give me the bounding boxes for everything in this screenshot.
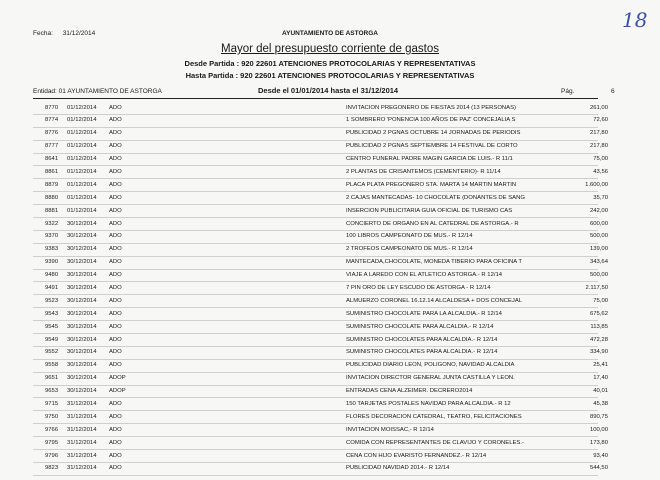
entry-description: VIAJE A LAREDO CON EL ATLETICO ASTORGA.- R 12/14: [346, 272, 503, 279]
desde-partida: Desde Partida : 920 22601 ATENCIONES PROTOCOLARIAS Y REPRESENTATIVAS: [184, 59, 476, 68]
entry-number: 8774: [45, 117, 59, 124]
entry-date: 30/12/2014: [67, 272, 97, 279]
entry-amount: 600,00: [589, 220, 608, 227]
entry-type: ADO: [109, 413, 122, 420]
table-row: [33, 360, 608, 373]
entry-amount: 1.600,00: [585, 181, 608, 188]
entry-date: 01/12/2014: [67, 207, 97, 214]
entry-amount: 113,85: [590, 323, 608, 330]
table-row: [33, 218, 608, 231]
entry-description: ENTRADAS CENA ALZEIMER. DECRERO2014: [346, 388, 473, 395]
entry-amount: 334,90: [589, 349, 608, 356]
entry-date: 30/12/2014: [67, 349, 97, 356]
entry-description: CENA CON HIJO EVARISTO FERNANDEZ.- R 12/14: [346, 452, 487, 459]
entry-number: 9523: [45, 297, 59, 304]
entry-amount: 217,80: [589, 143, 608, 150]
table-row: [33, 347, 608, 360]
entry-type: ADO: [109, 465, 122, 472]
entry-description: INVITACION MOISSAC,- R 12/14: [346, 426, 434, 433]
table-row: [33, 141, 608, 154]
entry-type: ADOP: [109, 388, 126, 395]
entry-date: 01/12/2014: [67, 168, 97, 175]
entry-date: 30/12/2014: [67, 259, 97, 266]
table-row: [33, 270, 608, 283]
period-range: Desde el 01/01/2014 hasta el 31/12/2014: [258, 86, 399, 95]
entry-number: 9653: [45, 388, 59, 395]
entry-amount: 45,38: [593, 400, 608, 407]
entry-type: ADO: [109, 284, 122, 291]
table-row: [33, 244, 608, 257]
entry-amount: 544,50: [589, 465, 608, 472]
entry-amount: 500,00: [589, 272, 608, 279]
table-row: [33, 321, 608, 334]
entry-amount: 17,40: [593, 375, 608, 382]
entry-number: 8861: [45, 168, 59, 175]
entry-type: ADO: [109, 426, 122, 433]
entry-description: SUMINISTRO CHOCOLATES PARA ALCALDIA.- R 12/14: [346, 336, 498, 343]
entry-date: 30/12/2014: [67, 323, 97, 330]
entry-date: 30/12/2014: [67, 336, 97, 343]
entry-amount: 100,00: [589, 426, 608, 433]
table-row: [33, 450, 608, 463]
entry-type: ADO: [109, 181, 122, 188]
report-title: Mayor del presupuesto corriente de gastos: [221, 43, 439, 55]
entry-amount: 675,62: [589, 310, 608, 317]
entry-number: 8770: [45, 104, 59, 111]
entry-date: 01/12/2014: [67, 104, 97, 111]
entry-amount: 35,70: [593, 194, 608, 201]
entry-type: ADO: [109, 194, 122, 201]
entry-description: SUMINISTRO CHOCOLATE PARA LA ALCALDIA.- R 12/14: [346, 310, 502, 317]
entry-amount: 261,00: [589, 104, 608, 111]
entry-number: 8776: [45, 130, 59, 137]
entry-description: COMIDA CON REPRESENTANTES DE CLAVIJO Y CORONELES.-: [346, 439, 524, 446]
entry-amount: 75,00: [593, 297, 608, 304]
entry-number: 9796: [45, 452, 59, 459]
entry-number: 9390: [45, 259, 59, 266]
entry-amount: 2.117,50: [585, 284, 608, 291]
entry-description: PUBLICIDAD 2 PGNAS OCTUBRE 14 JORNADAS DE PERIODIS: [346, 130, 521, 137]
entry-number: 9766: [45, 426, 59, 433]
entry-number: 9823: [45, 465, 59, 472]
entry-date: 01/12/2014: [67, 143, 97, 150]
entry-type: ADO: [109, 220, 122, 227]
entry-number: 9651: [45, 375, 59, 382]
entry-number: 9558: [45, 362, 59, 369]
entry-date: 01/12/2014: [67, 181, 97, 188]
entry-type: ADO: [109, 117, 122, 124]
entry-date: 30/12/2014: [67, 284, 97, 291]
entry-type: ADO: [109, 130, 122, 137]
entry-type: ADO: [109, 207, 122, 214]
date-label: Fecha:: [33, 30, 53, 37]
entry-description: PUBLICIDAD 2 PGNAS SEPTIEMBRE 14 FESTIVAL DE CORTO: [346, 143, 518, 150]
entry-date: 30/12/2014: [67, 220, 97, 227]
table-row: [33, 398, 608, 411]
entry-date: 01/12/2014: [67, 130, 97, 137]
table-row: [33, 192, 608, 205]
entry-description: 1 SOMBRERO 'PONENCIA 100 AÑOS DE PAZ' CONCEJALIA S: [346, 117, 516, 124]
table-row: [33, 411, 608, 424]
entity-header-bar: [33, 86, 615, 99]
table-row: [33, 308, 608, 321]
entry-date: 01/12/2014: [67, 117, 97, 124]
entity-label: Entidad: 01 AYUNTAMIENTO DE ASTORGA: [33, 88, 162, 95]
table-row: [33, 205, 608, 218]
entry-date: 31/12/2014: [67, 452, 97, 459]
date-value: 31/12/2014: [62, 30, 96, 37]
table-row: [33, 102, 608, 115]
entry-description: 2 PLANTAS DE CRISANTEMOS (CEMENTERIO)- R 11/14: [346, 168, 501, 175]
entry-date: 31/12/2014: [67, 439, 97, 446]
entry-type: ADO: [109, 336, 122, 343]
entry-date: 31/12/2014: [67, 400, 97, 407]
table-row: [33, 373, 608, 386]
entry-type: ADO: [109, 349, 122, 356]
entry-description: 100 LIBROS CAMPEONATO DE MUS.- R 12/14: [346, 233, 473, 240]
entry-amount: 890,75: [589, 413, 608, 420]
entry-amount: 217,80: [589, 130, 608, 137]
entry-description: FLORES DECORACION CATEDRAL, TEATRO, FELICITACIONES: [346, 413, 522, 420]
table-row: [33, 166, 608, 179]
table-row: [33, 154, 608, 167]
entry-description: ALMUERZO CORONEL 16.12.14 ALCALDESA + DOS CONCEJAL: [346, 297, 523, 304]
entry-type: ADO: [109, 297, 122, 304]
entry-description: INVITACION DIRECTOR GENERAL JUNTA CASTILLA Y LEON.: [346, 375, 515, 382]
handwritten-page-number: 18: [622, 8, 648, 32]
entry-type: ADO: [109, 168, 122, 175]
entry-date: 30/12/2014: [67, 388, 97, 395]
entry-amount: 40,01: [593, 388, 608, 395]
page-number: 6: [611, 88, 615, 95]
entry-description: PUBLICIDAD NAVIDAD 2014.- R 12/14: [346, 465, 450, 472]
entry-amount: 43,56: [593, 168, 608, 175]
table-row: [33, 295, 608, 308]
entry-description: CENTRO FUNERAL PADRE MAGIN GARCIA DE LUIS.- R 11/1: [346, 156, 513, 163]
entry-description: SUMINISTRO CHOCOLATE PARA ALCALDIA.- R 12/14: [346, 323, 494, 330]
entry-type: ADO: [109, 233, 122, 240]
entry-amount: 25,41: [593, 362, 608, 369]
entry-date: 30/12/2014: [67, 375, 97, 382]
entry-date: 30/12/2014: [67, 246, 97, 253]
entry-date: 01/12/2014: [67, 156, 97, 163]
entry-number: 9543: [45, 310, 59, 317]
entry-amount: 472,28: [589, 336, 608, 343]
entry-amount: 500,00: [589, 233, 608, 240]
entry-description: 7 PIN ORO DE LEY ESCUDO DE ASTORGA - R 12/14: [346, 284, 491, 291]
entry-type: ADO: [109, 310, 122, 317]
entry-amount: 139,00: [589, 246, 608, 253]
entry-type: ADOP: [109, 375, 126, 382]
organization-name: AYUNTAMIENTO DE ASTORGA: [282, 30, 378, 37]
entry-number: 9549: [45, 336, 59, 343]
entry-description: MANTECADA,CHOCOLATE, MONEDA TIBERIO PARA OFICINA T: [346, 259, 522, 266]
entry-description: 150 TARJETAS POSTALES NAVIDAD PARA ALCALDIA.- R 12: [346, 400, 511, 407]
entry-date: 30/12/2014: [67, 362, 97, 369]
entry-type: ADO: [109, 439, 122, 446]
table-row: [33, 424, 608, 437]
table-row: [33, 179, 608, 192]
entry-number: 8881: [45, 207, 59, 214]
entry-number: 8880: [45, 194, 59, 201]
entry-description: PLACA PLATA PREGONERO STA. MARTA 14 MARTIN MARTIN: [346, 181, 517, 188]
entry-amount: 72,60: [593, 117, 608, 124]
entry-amount: 343,64: [589, 259, 608, 266]
entry-amount: 75,00: [593, 156, 608, 163]
entry-description: SUMINISTRO CHOCOLATES PARA ALCALDIA.- R 12/14: [346, 349, 498, 356]
entry-number: 9715: [45, 400, 59, 407]
entry-number: 9750: [45, 413, 59, 420]
ledger-rows: [33, 102, 608, 476]
table-row: [33, 463, 608, 476]
entry-description: INSERCION PUBLICITARIA GUIA OFICIAL DE TURISMO CAS: [346, 207, 513, 214]
entry-type: ADO: [109, 246, 122, 253]
entry-number: 8777: [45, 143, 59, 150]
entry-description: 2 CAJAS MANTECADAS- 10 CHOCOLATE (DONANTES DE SANG: [346, 194, 525, 201]
entry-date: 31/12/2014: [67, 413, 97, 420]
entry-date: 30/12/2014: [67, 297, 97, 304]
entry-type: ADO: [109, 272, 122, 279]
entry-date: 31/12/2014: [67, 465, 97, 472]
entry-amount: 173,80: [589, 439, 608, 446]
entry-date: 01/12/2014: [67, 194, 97, 201]
entry-date: 31/12/2014: [67, 426, 97, 433]
entry-type: ADO: [109, 156, 122, 163]
entry-description: PUBLICIDAD DIARIO LEON, POLIGONO, NAVIDAD ALCALDIA: [346, 362, 515, 369]
table-row: [33, 386, 608, 399]
table-row: [33, 437, 608, 450]
entry-date: 30/12/2014: [67, 310, 97, 317]
entry-number: 9552: [45, 349, 59, 356]
table-row: [33, 257, 608, 270]
entry-description: CONCIERTO DE ORGANO EN AL CATEDRAL DE ASTORGA.- R: [346, 220, 519, 227]
table-row: [33, 115, 608, 128]
entry-date: 30/12/2014: [67, 233, 97, 240]
entry-type: ADO: [109, 452, 122, 459]
entry-type: ADO: [109, 362, 122, 369]
table-row: [33, 231, 608, 244]
entry-amount: 242,00: [589, 207, 608, 214]
table-row: [33, 128, 608, 141]
hasta-partida: Hasta Partida : 920 22601 ATENCIONES PROTOCOLARIAS Y REPRESENTATIVAS: [185, 71, 475, 80]
entry-description: INVITACION PREGONERO DE FIESTAS 2014 (13 PERSONAS): [346, 104, 516, 111]
entry-type: ADO: [109, 259, 122, 266]
entry-number: 9491: [45, 284, 59, 291]
table-row: [33, 282, 608, 295]
entry-number: 9322: [45, 220, 59, 227]
table-row: [33, 334, 608, 347]
entry-description: 2 TROFEOS CAMPEONATO DE MUS.- R 12/14: [346, 246, 473, 253]
entry-number: 9383: [45, 246, 59, 253]
entry-type: ADO: [109, 143, 122, 150]
entry-number: 9370: [45, 233, 59, 240]
entry-number: 9795: [45, 439, 59, 446]
entry-type: ADO: [109, 104, 122, 111]
entry-number: 9480: [45, 272, 59, 279]
entry-number: 8879: [45, 181, 59, 188]
entry-number: 8641: [45, 156, 59, 163]
entry-amount: 93,40: [593, 452, 608, 459]
entry-type: ADO: [109, 323, 122, 330]
entry-type: ADO: [109, 400, 122, 407]
entry-number: 9545: [45, 323, 59, 330]
page-label: Pág.: [561, 88, 575, 95]
